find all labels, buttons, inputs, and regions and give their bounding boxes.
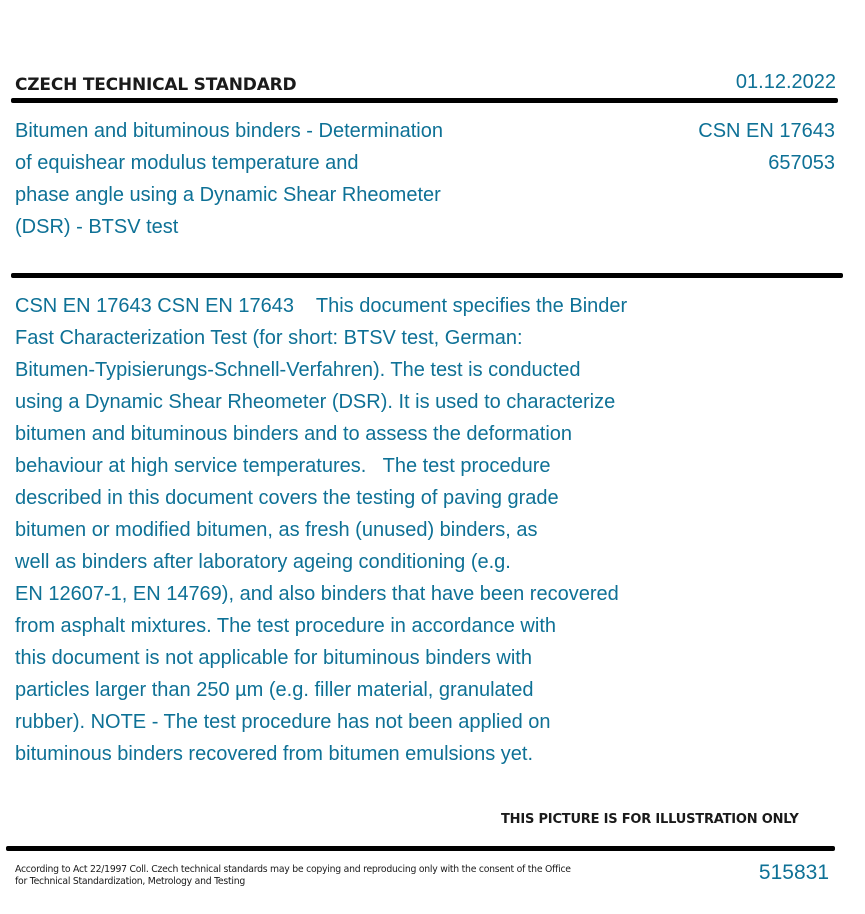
abstract-line: behaviour at high service temperatures. The test procedure [15, 455, 551, 477]
legal-line: According to Act 22/1997 Coll. Czech technical standards may be copying and reproducing only with the consent of the Office [15, 864, 571, 875]
title-line: (DSR) - BTSV test [15, 216, 179, 238]
abstract-line: described in this document covers the testing of paving grade [15, 487, 559, 509]
abstract-text [15, 290, 705, 770]
title-line: phase angle using a Dynamic Shear Rheometer [15, 184, 441, 206]
abstract-line: this document is not applicable for bituminous binders with [15, 647, 532, 669]
abstract-line: bitumen or modified bitumen, as fresh (unused) binders, as [15, 519, 538, 541]
abstract-line: using a Dynamic Shear Rheometer (DSR). It is used to characterize [15, 391, 616, 413]
abstract-line: EN 12607-1, EN 14769), and also binders that have been recovered [15, 583, 619, 605]
title-line: Bitumen and bituminous binders - Determination [15, 120, 443, 142]
document-id: 515831 [758, 861, 829, 884]
standard-type-label: CZECH TECHNICAL STANDARD [15, 75, 297, 95]
abstract-line: bitumen and bituminous binders and to assess the deformation [15, 423, 573, 445]
standard-identifier [698, 115, 835, 179]
footer-divider [6, 846, 835, 851]
standard-code: CSN EN 17643 [698, 120, 835, 142]
document-title [15, 115, 495, 243]
abstract-line: well as binders after laboratory ageing conditioning (e.g. [15, 551, 511, 573]
title-divider [11, 273, 843, 278]
legal-notice [15, 864, 571, 888]
header-divider [11, 98, 838, 103]
abstract-line: Fast Characterization Test (for short: BTSV test, German: [15, 327, 523, 349]
abstract-line: CSN EN 17643 CSN EN 17643 This document specifies the Binder [15, 295, 628, 317]
title-line: of equishear modulus temperature and [15, 152, 359, 174]
illustration-disclaimer: THIS PICTURE IS FOR ILLUSTRATION ONLY [501, 812, 799, 827]
abstract-line: rubber). NOTE - The test procedure has not been applied on [15, 711, 551, 733]
legal-line: for Technical Standardization, Metrology and Testing [15, 876, 246, 887]
publication-date: 01.12.2022 [735, 71, 836, 93]
abstract-line: Bitumen-Typisierungs-Schnell-Verfahren). The test is conducted [15, 359, 581, 381]
abstract-line: from asphalt mixtures. The test procedure in accordance with [15, 615, 556, 637]
abstract-line: particles larger than 250 µm (e.g. filler material, granulated [15, 679, 534, 701]
class-number: 657053 [768, 152, 835, 174]
abstract-line: bituminous binders recovered from bitumen emulsions yet. [15, 743, 534, 765]
